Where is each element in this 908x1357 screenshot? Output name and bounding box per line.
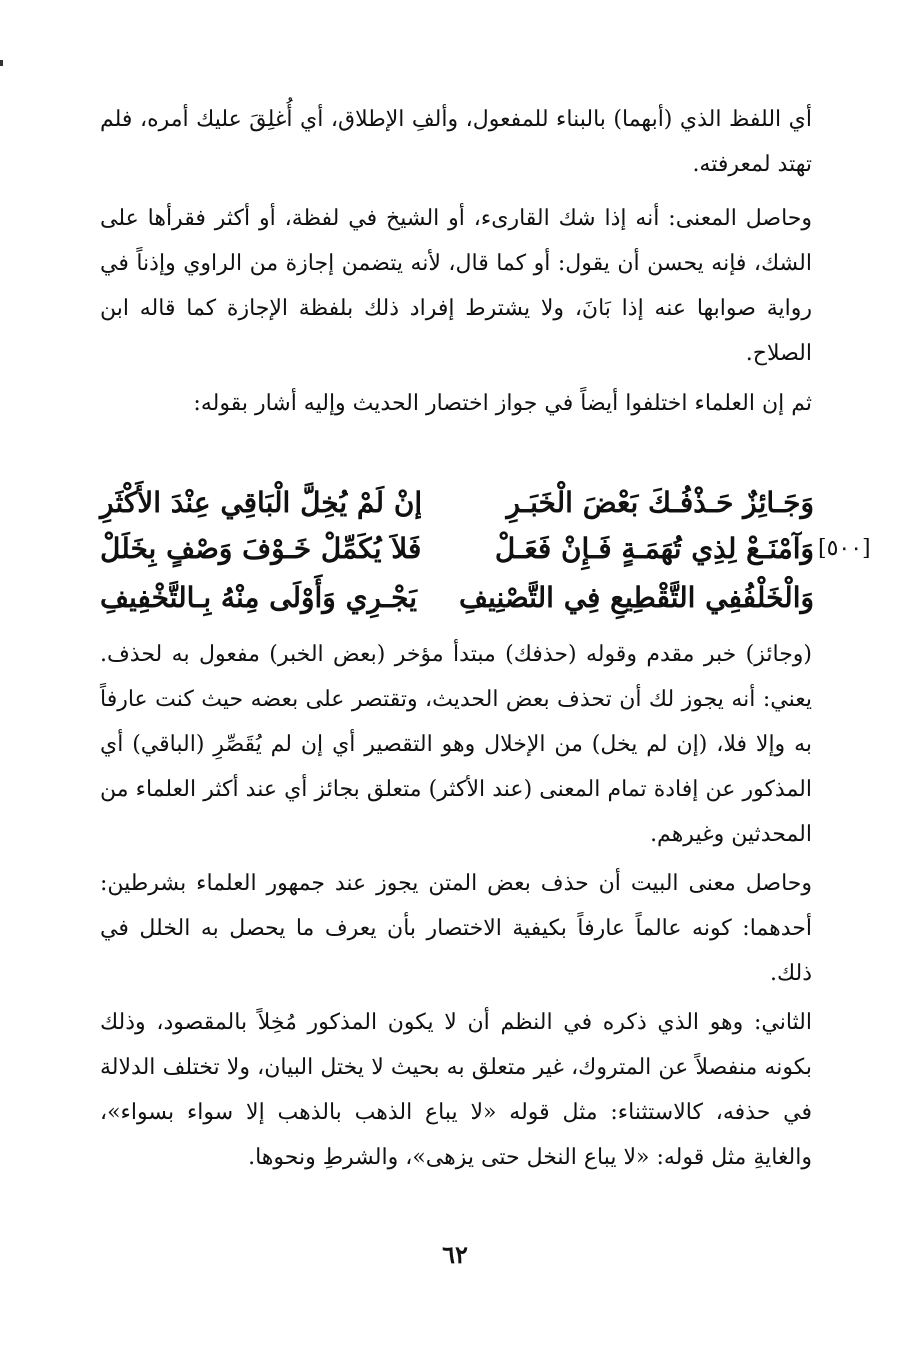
commentary-paragraph: الثاني: وهو الذي ذكره في النظم أن لا يكون المذكور مُخِلاً بالمقصود، وذلك بكونه منفصلاً عن المتروك، غير متعلق به بحيث لا يختل البيان، ولا تختلف الدلالة في حذفه، كالاستثناء: مثل قوله «لا يباع الذهب بالذهب إلا سواء بسواء»، والغايةِ مثل قوله: «لا يباع النخل حتى يزهى»، والشرطِ ونحوها. [100, 1010, 812, 1170]
paragraph-intro: أي اللفظ الذي (أبهما) بالبناء للمفعول، وألفِ الإطلاق، أي أُغلِقَ عليك أمره، فلم تهتد لمعرفته. [100, 107, 812, 177]
verse-first-hemistich: وَجَـائِزٌ حَـذْفُـكَ بَعْضَ الْخَبَـرِ [506, 486, 814, 519]
verse-line [100, 480, 814, 526]
verse-number: [٥٠٠] [818, 536, 871, 561]
verse-first-hemistich: وَالْخَلْفُفِي التَّقْطِيعِ فِي التَّصْنِيفِ [459, 581, 814, 614]
verse-second-hemistich: فَلاَ يُكَمِّلْ خَـوْفَ وَصْفٍ بِخَلَلْ [100, 532, 422, 565]
commentary-paragraph: وحاصل معنى البيت أن حذف بعض المتن يجوز عند جمهور العلماء بشرطين: أحدهما: كونه عالماً عارفاً بكيفية الاختصار بأن يعرف ما يحصل به الخلل في ذلك. [100, 871, 812, 986]
verse-first-hemistich: وَآمْنَـعْ لِذِي تُهَمَـةٍ فَـإِنْ فَعَـلْ [494, 532, 814, 565]
verse-second-hemistich: إنْ لَمْ يُخِلَّ الْبَاقِي عِنْدَ الأَكْثَرِ [100, 486, 423, 519]
paragraph-transition: ثم إن العلماء اختلفوا أيضاً في جواز اختصار الحديث وإليه أشار بقوله: [193, 391, 812, 416]
verse-second-hemistich: يَجْـرِي وَأَوْلَى مِنْهُ بِـالتَّخْفِيفِ [100, 581, 418, 614]
paragraph-meaning: وحاصل المعنى: أنه إذا شك القارىء، أو الشيخ في لفظة، أو أكثر فقرأها على الشك، فإنه يحسن أن يقول: أو كما قال، لأنه يتضمن إجازة من الراوي وإذناً في رواية صوابها عنه إذا بَانَ، ولا يشترط إفراد ذلك بلفظة الإجازة كما قاله ابن الصلاح. [100, 206, 812, 366]
page-number: ٦٢ [442, 1240, 468, 1269]
verse-line [100, 526, 814, 572]
scan-mark [0, 60, 3, 66]
commentary-paragraph: (وجائز) خبر مقدم وقوله (حذفك) مبتدأ مؤخر (بعض الخبر) مفعول به لحذف. يعني: أنه يجوز لك أن تحذف بعض الحديث، وتقتصر على بعضه حيث كنت عارفاً به وإلا فلا، (إن لم يخل) من الإخلال وهو التقصير أي إن لم يُقَصِّرِ (الباقي) أي المذكور عن إفادة تمام المعنى (عند الأكثر) متعلق بجائز أي عند أكثر العلماء من المحدثين وغيرهم. [100, 642, 812, 847]
verse-line [100, 575, 814, 621]
